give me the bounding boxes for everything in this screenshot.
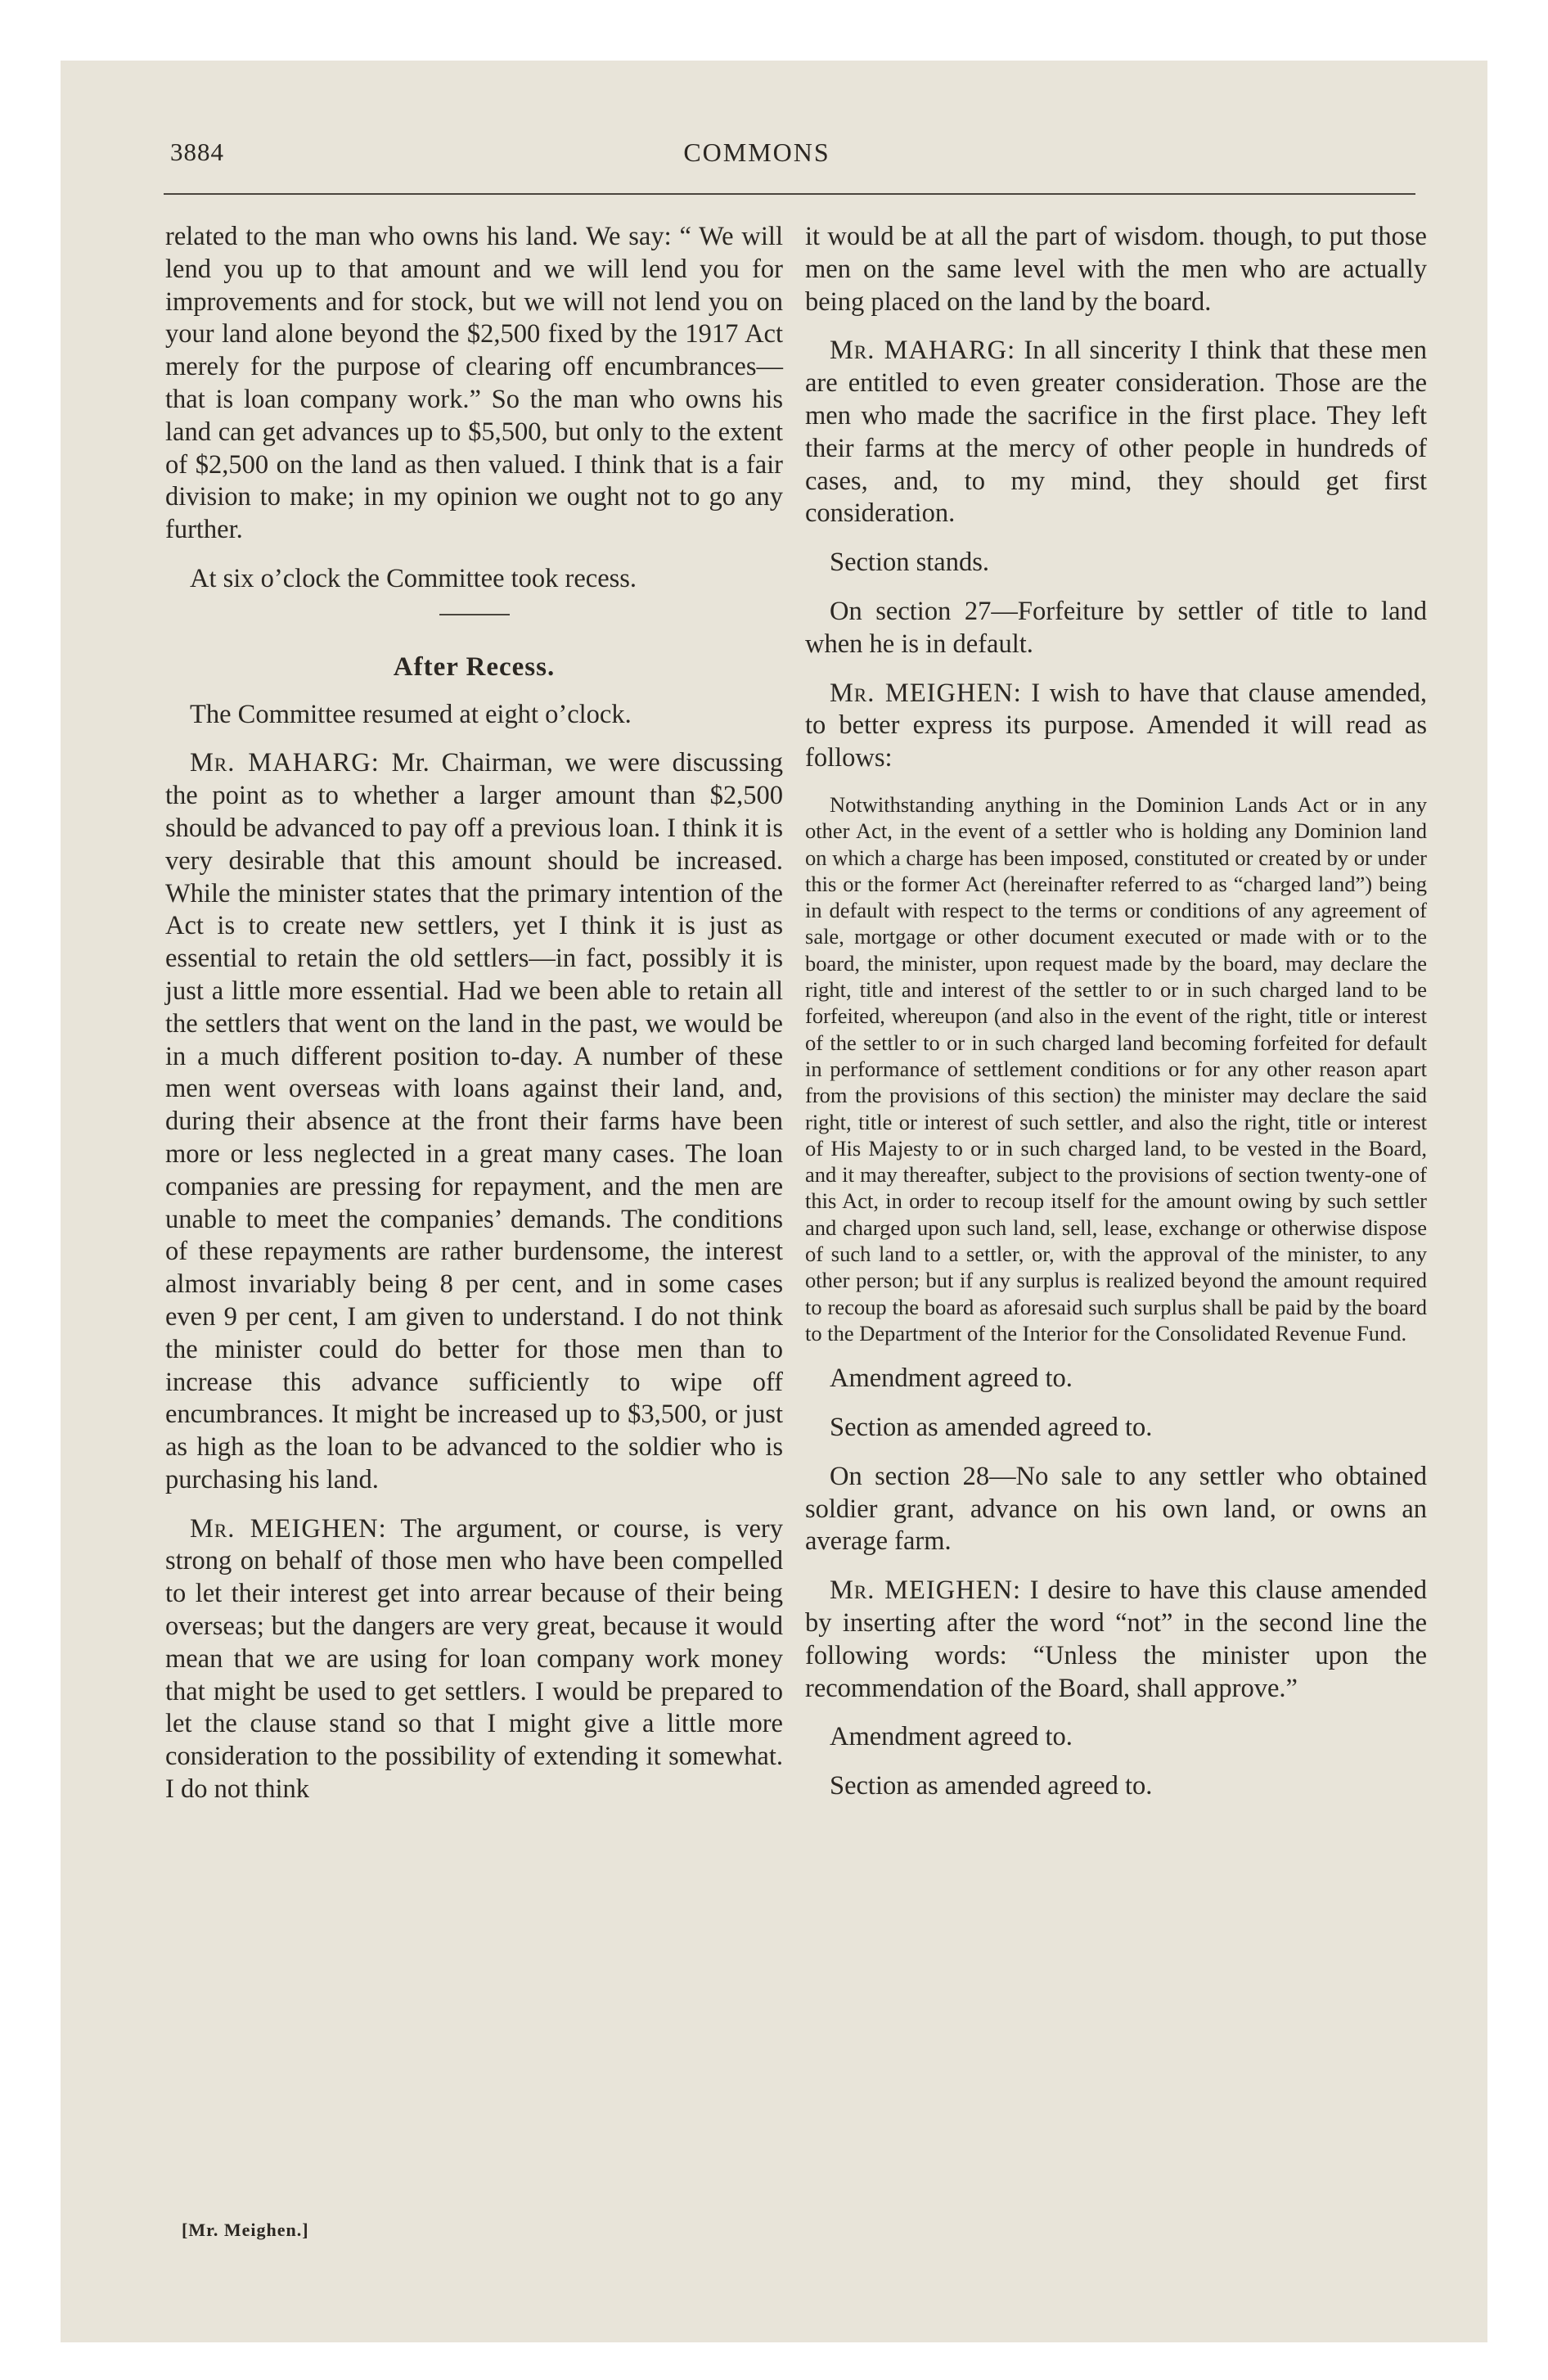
speech-text: I desire to have this clause amended by inserting after the word “not” in the second line the following words: “Unless the minister upon the recommendation of the Board, shall approve.”	[805, 1575, 1427, 1703]
running-head: COMMONS	[683, 137, 830, 167]
left-paragraph-1: related to the man who owns his land. We say: “ We will lend you up to that amount and we will lend you for improvements and for stock, but we will not lend you on your land alone beyond the $2,500 fixed by the 1917 Act merely for the purpose of clearing off encumbrances—that is loan company work.” So the man who owns his land can get advances up to $5,500, but only to the extent of $2,500 on the land as then valued. I think that is a fair division to make; in my opinion we ought not to go any further.	[165, 222, 783, 545]
right-paragraph-section-28: On section 28—No sale to any settler who obtained soldier grant, advance on his own land, or owns an average farm.	[805, 1461, 1427, 1557]
right-paragraph-amendment-agreed: Amendment agreed to.	[830, 1364, 1073, 1394]
after-recess-heading: After Recess.	[393, 651, 556, 682]
right-paragraph-section-stands: Section stands.	[830, 548, 989, 578]
right-paragraph-1: it would be at all the part of wisdom. though, to put those men on the same level with the men who are actually being placed on the land by the board.	[805, 222, 1427, 317]
section-separator	[439, 614, 510, 615]
left-paragraph-meighen	[165, 1513, 783, 1806]
speaker-name: Mr. MAHARG:	[190, 748, 380, 778]
speech-text: The argument, or course, is very strong on behalf of those men who have been compelled to let their interest get into arrear because of their being overseas; but the dangers are very great, because it would mean that we are using for loan company work money that might be used to get settlers. I would be prepared to let the clause stand so that I might give a little more consideration to the possibility of extending it somewhat. I do not think	[165, 1513, 784, 1805]
right-paragraph-maharg	[805, 335, 1427, 530]
speaker-name: Mr. MEIGHEN:	[830, 1575, 1022, 1606]
right-paragraph-meighen-2	[805, 1575, 1427, 1705]
right-paragraph-amendment-agreed-2: Amendment agreed to.	[830, 1722, 1073, 1752]
left-paragraph-recess: At six o’clock the Committee took recess.	[190, 563, 637, 593]
speaker-footnote: [Mr. Meighen.]	[182, 2220, 309, 2240]
left-column	[165, 221, 783, 1823]
right-paragraph-meighen-1	[805, 678, 1427, 775]
speaker-name: Mr. MEIGHEN:	[190, 1513, 387, 1544]
right-paragraph-section-agreed-2: Section as amended agreed to.	[830, 1771, 1153, 1801]
speaker-name: Mr. MAHARG:	[830, 336, 1016, 366]
left-paragraph-maharg	[165, 747, 783, 1496]
speaker-name: Mr. MEIGHEN:	[830, 678, 1022, 708]
header-rule	[164, 193, 1415, 195]
speech-text: Mr. Chairman, we were discussing the point as to whether a larger amount than $2,500 should be advanced to pay off a previous loan. I think it is very desirable that this amount should be increased. While the minister states that the primary intention of the Act is to create new settlers, yet I think it is just as essential to retain the old settlers—in fact, possibly it is just a little more essential. Had we been able to retain all the settlers that went on the land in the past, we would be in a much different position to-day. A number of these men went overseas with loans against their land, and, during their absence at the front their farms have been more or less neglected in a great many cases. The loan companies are pressing for repayment, and the men are unable to meet the companies’ demands. The conditions of these repayments are rather burdensome, the interest almost invariably being 8 per cent, and in some cases even 9 per cent, I am given to understand. I do not think the minister could do better for those men than to increase this advance sufficiently to wipe off encumbrances. It might be increased up to $3,500, or just as high as the loan to be advanced to the soldier who is purchasing his land.	[165, 748, 783, 1494]
right-paragraph-section-agreed: Section as amended agreed to.	[830, 1412, 1153, 1442]
speech-text: I wish to have that clause amended, to better express its purpose. Amended it will read as follows:	[805, 678, 1428, 773]
page-header	[106, 137, 1407, 170]
left-paragraph-resumed: The Committee resumed at eight o’clock.	[190, 699, 632, 729]
speech-text: In all sincerity I think that these men are entitled to even greater consideration. Those are the men who made the sacrifice in the first place. They left their farms at the mercy of other people in hundreds of cases, and, to my mind, they should get first consideration.	[805, 336, 1427, 529]
right-column	[805, 221, 1427, 1819]
amendment-quote: Notwithstanding anything in the Dominion Lands Act or in any other Act, in the event of a settler who is holding any Dominion land on which a charge has been imposed, constituted or created by or under this or the former Act (hereinafter referred to as “charged land”) being in default with respect to the terms or conditions of any agreement of sale, mortgage or other document executed or made with or to the board, the minister, upon request made by the board, may declare the right, title and interest of the settler to or in such charged land to be forfeited, whereupon (and also in the event of the right, title or interest of the settler to or in such charged land becoming forfeited for default in performance of settlement conditions or for any other reason apart from the provisions of this section) the minister may declare the said right, title or interest of such settler, and also the right, title or interest of His Majesty to or in such charged land, to be vested in the Board, and it may thereafter, subject to the provisions of section twenty-one of this Act, in order to recoup itself for the amount owing by such settler and charged upon such land, sell, lease, exchange or otherwise dispose of such land to a settler, or, with the approval of the minister, to any other person; but if any surplus is realized beyond the amount required to recoup the board as aforesaid such surplus shall be paid by the board to the Department of the Interior for the Consolidated Revenue Fund.	[805, 791, 1427, 1346]
right-paragraph-section-27: On section 27—Forfeiture by settler of title to land when he is in default.	[805, 596, 1427, 659]
page-number: 3884	[170, 137, 224, 166]
